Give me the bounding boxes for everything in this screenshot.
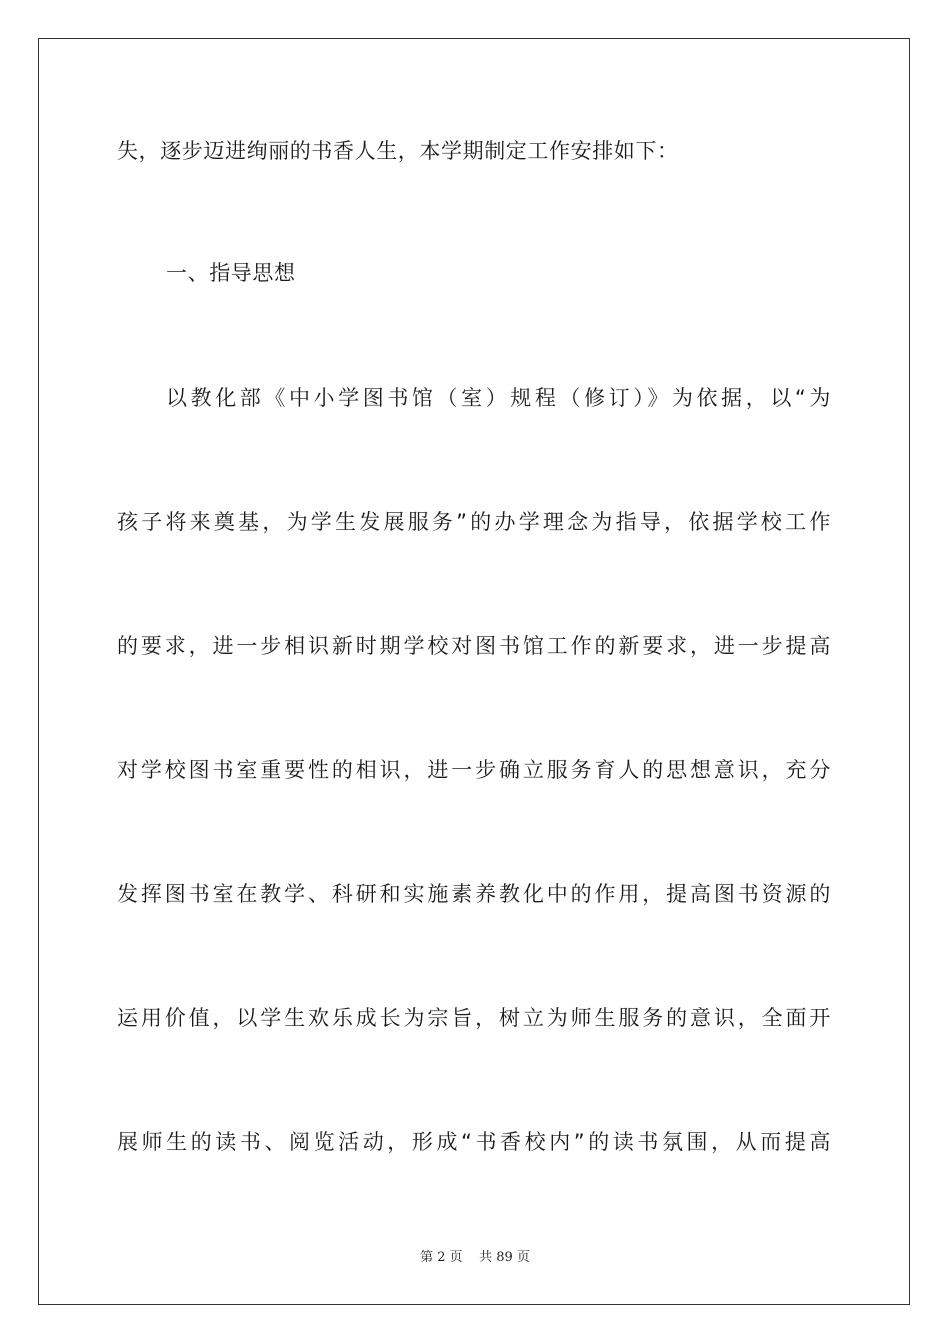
paragraph-line: 以教化部《中小学图书馆（室）规程（修订）》为依据，以“为 [166, 386, 831, 410]
paragraph-line: 失，逐步迈进绚丽的书香人生，本学期制定工作安排如下： [117, 139, 679, 163]
paragraph-line: 孩子将来奠基，为学生发展服务”的办学理念为指导，依据学校工作 [117, 510, 831, 534]
page-border [38, 38, 910, 1305]
paragraph-line: 发挥图书室在教学、科研和实施素养教化中的作用，提高图书资源的 [117, 882, 831, 906]
paragraph-line: 运用价值，以学生欢乐成长为宗旨，树立为师生服务的意识，全面开 [117, 1006, 831, 1030]
paragraph-line: 的要求，进一步相识新时期学校对图书馆工作的新要求，进一步提高 [117, 634, 831, 658]
paragraph-line: 展师生的读书、阅览活动，形成“书香校内”的读书氛围，从而提高 [117, 1130, 831, 1154]
section-heading: 一、指导思想 [166, 261, 296, 285]
page-number-footer: 第 2 页 共 89 页 [420, 1250, 530, 1265]
paragraph-line: 对学校图书室重要性的相识，进一步确立服务育人的思想意识，充分 [117, 758, 831, 782]
